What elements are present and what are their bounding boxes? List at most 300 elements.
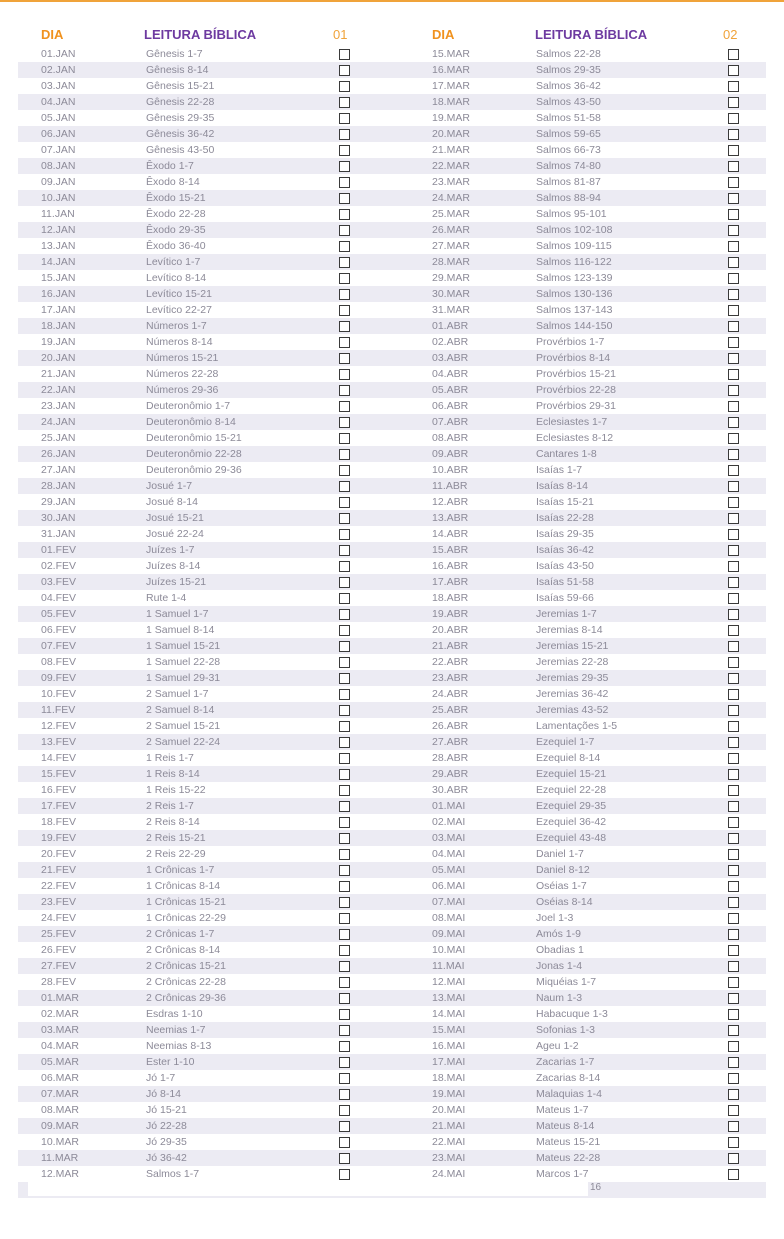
reading-checkbox[interactable] — [728, 833, 739, 844]
reading-checkbox[interactable] — [339, 737, 350, 748]
reading-checkbox[interactable] — [339, 1153, 350, 1164]
day-label: 04.MAI — [432, 848, 466, 860]
reading-row — [392, 1134, 784, 1150]
reading-row — [0, 670, 392, 686]
reading-checkbox[interactable] — [728, 465, 739, 476]
reading-checkbox[interactable] — [339, 513, 350, 524]
reading-checkbox[interactable] — [728, 641, 739, 652]
day-label: 16.MAI — [432, 1040, 466, 1052]
reading-checkbox[interactable] — [728, 785, 739, 796]
reading-label: Marcos 1-7 — [536, 1168, 589, 1180]
reading-label: Miquéias 1-7 — [536, 976, 597, 988]
reading-checkbox[interactable] — [339, 881, 350, 892]
reading-checkbox[interactable] — [728, 577, 739, 588]
reading-label: 1 Crônicas 1-7 — [146, 864, 215, 876]
reading-label: Levítico 8-14 — [146, 272, 207, 284]
reading-checkbox[interactable] — [728, 161, 739, 172]
reading-checkbox[interactable] — [339, 97, 350, 108]
reading-label: Isaías 22-28 — [536, 512, 594, 524]
day-label: 16.JAN — [41, 288, 76, 300]
reading-checkbox[interactable] — [728, 1169, 739, 1180]
reading-checkbox[interactable] — [339, 865, 350, 876]
reading-checkbox[interactable] — [339, 49, 350, 60]
reading-row — [392, 222, 784, 238]
header-column-number: 01 — [333, 27, 348, 42]
reading-row — [0, 574, 392, 590]
reading-checkbox[interactable] — [339, 385, 350, 396]
reading-row — [0, 238, 392, 254]
day-label: 09.JAN — [41, 176, 76, 188]
day-label: 05.MAR — [41, 1056, 79, 1068]
reading-label: Provérbios 29-31 — [536, 400, 616, 412]
reading-checkbox[interactable] — [339, 145, 350, 156]
reading-row — [392, 1118, 784, 1134]
day-label: 29.ABR — [432, 768, 469, 780]
reading-checkbox[interactable] — [728, 977, 739, 988]
reading-row — [392, 510, 784, 526]
reading-checkbox[interactable] — [339, 209, 350, 220]
reading-checkbox[interactable] — [339, 129, 350, 140]
day-label: 14.MAI — [432, 1008, 466, 1020]
reading-checkbox[interactable] — [728, 753, 739, 764]
day-label: 21.JAN — [41, 368, 76, 380]
reading-checkbox[interactable] — [728, 369, 739, 380]
reading-checkbox[interactable] — [728, 721, 739, 732]
reading-label: Gênesis 15-21 — [146, 80, 215, 92]
reading-checkbox[interactable] — [728, 1121, 739, 1132]
day-label: 04.FEV — [41, 592, 77, 604]
reading-row — [392, 894, 784, 910]
day-label: 31.MAR — [432, 304, 470, 316]
reading-checkbox[interactable] — [728, 1057, 739, 1068]
reading-checkbox[interactable] — [339, 1073, 350, 1084]
reading-label: Jeremias 1-7 — [536, 608, 597, 620]
reading-checkbox[interactable] — [728, 705, 739, 716]
reading-checkbox[interactable] — [728, 81, 739, 92]
reading-label: 1 Samuel 29-31 — [146, 672, 221, 684]
reading-row — [392, 238, 784, 254]
reading-checkbox[interactable] — [728, 817, 739, 828]
reading-row — [392, 446, 784, 462]
reading-checkbox[interactable] — [728, 193, 739, 204]
day-label: 13.MAI — [432, 992, 466, 1004]
reading-row — [0, 910, 392, 926]
reading-checkbox[interactable] — [728, 897, 739, 908]
reading-checkbox[interactable] — [728, 961, 739, 972]
reading-row — [392, 206, 784, 222]
reading-row — [0, 718, 392, 734]
day-label: 17.ABR — [432, 576, 469, 588]
reading-label: Isaías 29-35 — [536, 528, 594, 540]
reading-checkbox[interactable] — [339, 177, 350, 188]
reading-checkbox[interactable] — [728, 513, 739, 524]
reading-row — [392, 862, 784, 878]
reading-label: Deuteronômio 1-7 — [146, 400, 231, 412]
reading-row — [392, 126, 784, 142]
reading-checkbox[interactable] — [339, 609, 350, 620]
reading-checkbox[interactable] — [339, 833, 350, 844]
day-label: 06.MAR — [41, 1072, 79, 1084]
reading-row — [0, 398, 392, 414]
reading-label: Êxodo 22-28 — [146, 208, 206, 220]
reading-checkbox[interactable] — [728, 209, 739, 220]
reading-checkbox[interactable] — [728, 145, 739, 156]
day-label: 19.ABR — [432, 608, 469, 620]
day-label: 17.FEV — [41, 800, 77, 812]
reading-checkbox[interactable] — [339, 529, 350, 540]
reading-row — [0, 1038, 392, 1054]
reading-checkbox[interactable] — [339, 241, 350, 252]
reading-checkbox[interactable] — [728, 865, 739, 876]
day-label: 22.FEV — [41, 880, 77, 892]
reading-checkbox[interactable] — [339, 801, 350, 812]
reading-checkbox[interactable] — [339, 817, 350, 828]
reading-label: Jeremias 29-35 — [536, 672, 609, 684]
reading-checkbox[interactable] — [339, 705, 350, 716]
reading-checkbox[interactable] — [339, 353, 350, 364]
reading-row — [392, 606, 784, 622]
reading-label: Isaías 15-21 — [536, 496, 594, 508]
reading-checkbox[interactable] — [339, 641, 350, 652]
reading-checkbox[interactable] — [728, 849, 739, 860]
reading-checkbox[interactable] — [339, 1169, 350, 1180]
reading-checkbox[interactable] — [339, 1025, 350, 1036]
reading-checkbox[interactable] — [728, 401, 739, 412]
day-label: 11.MAI — [432, 960, 465, 972]
reading-row — [0, 78, 392, 94]
day-label: 09.MAI — [432, 928, 466, 940]
reading-label: Mateus 22-28 — [536, 1152, 601, 1164]
reading-checkbox[interactable] — [339, 369, 350, 380]
reading-checkbox[interactable] — [728, 433, 739, 444]
reading-checkbox[interactable] — [339, 1121, 350, 1132]
reading-row — [392, 878, 784, 894]
reading-checkbox[interactable] — [728, 1137, 739, 1148]
reading-checkbox[interactable] — [728, 609, 739, 620]
reading-checkbox[interactable] — [728, 273, 739, 284]
day-label: 11.JAN — [41, 208, 75, 220]
reading-checkbox[interactable] — [339, 1137, 350, 1148]
reading-label: Salmos 43-50 — [536, 96, 601, 108]
reading-checkbox[interactable] — [339, 625, 350, 636]
reading-checkbox[interactable] — [339, 193, 350, 204]
day-label: 12.MAI — [432, 976, 466, 988]
reading-label: Oséias 1-7 — [536, 880, 587, 892]
reading-checkbox[interactable] — [728, 1025, 739, 1036]
day-label: 15.MAI — [432, 1024, 466, 1036]
day-label: 06.JAN — [41, 128, 76, 140]
reading-label: Jeremias 43-52 — [536, 704, 609, 716]
day-label: 30.ABR — [432, 784, 469, 796]
reading-checkbox[interactable] — [728, 945, 739, 956]
day-label: 19.MAI — [432, 1088, 466, 1100]
reading-row — [0, 1086, 392, 1102]
reading-checkbox[interactable] — [728, 1089, 739, 1100]
reading-label: Números 15-21 — [146, 352, 219, 364]
reading-checkbox[interactable] — [339, 337, 350, 348]
reading-checkbox[interactable] — [728, 913, 739, 924]
reading-checkbox[interactable] — [339, 753, 350, 764]
reading-checkbox[interactable] — [339, 401, 350, 412]
reading-row — [392, 782, 784, 798]
reading-label: Eclesiastes 8-12 — [536, 432, 614, 444]
reading-row — [0, 366, 392, 382]
reading-checkbox[interactable] — [728, 561, 739, 572]
reading-checkbox[interactable] — [339, 929, 350, 940]
reading-checkbox[interactable] — [339, 849, 350, 860]
reading-row — [0, 846, 392, 862]
day-label: 01.ABR — [432, 320, 469, 332]
reading-checkbox[interactable] — [339, 913, 350, 924]
reading-checkbox[interactable] — [728, 689, 739, 700]
day-label: 04.JAN — [41, 96, 76, 108]
day-label: 07.FEV — [41, 640, 77, 652]
reading-checkbox[interactable] — [339, 273, 350, 284]
day-label: 22.MAR — [432, 160, 470, 172]
reading-checkbox[interactable] — [339, 65, 350, 76]
reading-label: Zacarias 8-14 — [536, 1072, 601, 1084]
reading-checkbox[interactable] — [339, 1009, 350, 1020]
reading-label: Salmos 51-58 — [536, 112, 601, 124]
reading-checkbox[interactable] — [339, 465, 350, 476]
reading-checkbox[interactable] — [728, 449, 739, 460]
reading-row — [0, 1166, 392, 1182]
reading-row — [392, 622, 784, 638]
reading-row — [0, 1022, 392, 1038]
reading-row — [0, 254, 392, 270]
reading-label: Gênesis 22-28 — [146, 96, 215, 108]
reading-checkbox[interactable] — [339, 417, 350, 428]
reading-checkbox[interactable] — [728, 337, 739, 348]
reading-row — [392, 574, 784, 590]
reading-checkbox[interactable] — [728, 177, 739, 188]
reading-label: Mateus 15-21 — [536, 1136, 601, 1148]
reading-row — [0, 526, 392, 542]
day-label: 21.FEV — [41, 864, 77, 876]
reading-row — [0, 862, 392, 878]
reading-checkbox[interactable] — [339, 769, 350, 780]
reading-row — [392, 766, 784, 782]
reading-label: 1 Samuel 1-7 — [146, 608, 209, 620]
reading-row — [392, 1006, 784, 1022]
day-label: 09.FEV — [41, 672, 77, 684]
reading-checkbox[interactable] — [728, 385, 739, 396]
day-label: 18.MAR — [432, 96, 470, 108]
reading-checkbox[interactable] — [728, 801, 739, 812]
day-label: 10.MAR — [41, 1136, 79, 1148]
reading-checkbox[interactable] — [339, 1089, 350, 1100]
top-border — [0, 0, 784, 2]
day-label: 01.MAR — [41, 992, 79, 1004]
reading-checkbox[interactable] — [339, 1057, 350, 1068]
reading-checkbox[interactable] — [339, 993, 350, 1004]
reading-checkbox[interactable] — [728, 321, 739, 332]
reading-checkbox[interactable] — [728, 1073, 739, 1084]
day-label: 24.JAN — [41, 416, 76, 428]
reading-checkbox[interactable] — [728, 1153, 739, 1164]
reading-label: Gênesis 29-35 — [146, 112, 215, 124]
reading-checkbox[interactable] — [728, 529, 739, 540]
reading-label: Provérbios 8-14 — [536, 352, 611, 364]
reading-row — [0, 702, 392, 718]
day-label: 06.MAI — [432, 880, 466, 892]
reading-label: Cantares 1-8 — [536, 448, 597, 460]
reading-label: 2 Crônicas 8-14 — [146, 944, 221, 956]
reading-checkbox[interactable] — [339, 945, 350, 956]
reading-checkbox[interactable] — [728, 673, 739, 684]
reading-checkbox[interactable] — [728, 993, 739, 1004]
reading-checkbox[interactable] — [339, 305, 350, 316]
reading-checkbox[interactable] — [339, 977, 350, 988]
reading-checkbox[interactable] — [728, 289, 739, 300]
reading-checkbox[interactable] — [339, 113, 350, 124]
reading-checkbox[interactable] — [728, 49, 739, 60]
reading-checkbox[interactable] — [728, 1041, 739, 1052]
reading-row — [392, 398, 784, 414]
reading-row — [0, 382, 392, 398]
reading-label: Salmos 102-108 — [536, 224, 613, 236]
reading-checkbox[interactable] — [728, 113, 739, 124]
reading-checkbox[interactable] — [728, 481, 739, 492]
reading-checkbox[interactable] — [728, 497, 739, 508]
day-label: 02.MAR — [41, 1008, 79, 1020]
reading-label: Jó 29-35 — [146, 1136, 187, 1148]
reading-checkbox[interactable] — [728, 353, 739, 364]
reading-checkbox[interactable] — [339, 721, 350, 732]
reading-checkbox[interactable] — [728, 129, 739, 140]
reading-row — [0, 622, 392, 638]
reading-label: Ezequiel 8-14 — [536, 752, 601, 764]
reading-row — [392, 254, 784, 270]
reading-checkbox[interactable] — [728, 657, 739, 668]
reading-checkbox[interactable] — [728, 545, 739, 556]
day-label: 17.JAN — [41, 304, 76, 316]
reading-checkbox[interactable] — [339, 257, 350, 268]
reading-checkbox[interactable] — [339, 785, 350, 796]
reading-label: 2 Reis 1-7 — [146, 800, 194, 812]
reading-label: Salmos 59-65 — [536, 128, 601, 140]
reading-checkbox[interactable] — [728, 1105, 739, 1116]
reading-row — [392, 318, 784, 334]
reading-checkbox[interactable] — [728, 241, 739, 252]
reading-checkbox[interactable] — [339, 449, 350, 460]
reading-checkbox[interactable] — [339, 657, 350, 668]
reading-row — [0, 46, 392, 62]
day-label: 02.FEV — [41, 560, 77, 572]
reading-checkbox[interactable] — [728, 1009, 739, 1020]
reading-label: 2 Samuel 1-7 — [146, 688, 209, 700]
reading-row — [0, 158, 392, 174]
reading-label: Juízes 8-14 — [146, 560, 201, 572]
reading-row — [392, 158, 784, 174]
reading-checkbox[interactable] — [339, 961, 350, 972]
reading-row — [0, 94, 392, 110]
reading-label: Salmos 36-42 — [536, 80, 601, 92]
reading-checkbox[interactable] — [339, 897, 350, 908]
day-label: 25.ABR — [432, 704, 469, 716]
reading-label: Salmos 81-87 — [536, 176, 601, 188]
reading-checkbox[interactable] — [728, 769, 739, 780]
day-label: 05.ABR — [432, 384, 469, 396]
reading-row — [0, 1006, 392, 1022]
reading-row — [0, 590, 392, 606]
reading-label: 1 Samuel 22-28 — [146, 656, 221, 668]
reading-checkbox[interactable] — [339, 689, 350, 700]
reading-row — [392, 798, 784, 814]
day-label: 23.ABR — [432, 672, 469, 684]
reading-row — [0, 110, 392, 126]
reading-list-left — [0, 46, 392, 1182]
reading-checkbox[interactable] — [339, 481, 350, 492]
reading-checkbox[interactable] — [339, 497, 350, 508]
reading-checkbox[interactable] — [339, 1041, 350, 1052]
reading-checkbox[interactable] — [339, 225, 350, 236]
reading-checkbox[interactable] — [339, 545, 350, 556]
reading-row — [392, 910, 784, 926]
reading-checkbox[interactable] — [728, 417, 739, 428]
day-label: 15.JAN — [41, 272, 76, 284]
reading-checkbox[interactable] — [339, 433, 350, 444]
day-label: 20.JAN — [41, 352, 76, 364]
reading-checkbox[interactable] — [339, 561, 350, 572]
reading-label: Daniel 8-12 — [536, 864, 590, 876]
reading-checkbox[interactable] — [728, 929, 739, 940]
reading-checkbox[interactable] — [339, 289, 350, 300]
reading-checkbox[interactable] — [728, 737, 739, 748]
reading-checkbox[interactable] — [728, 881, 739, 892]
reading-row — [0, 830, 392, 846]
reading-checkbox[interactable] — [339, 577, 350, 588]
reading-row — [0, 462, 392, 478]
day-label: 02.MAI — [432, 816, 466, 828]
reading-row — [0, 62, 392, 78]
day-label: 14.FEV — [41, 752, 77, 764]
reading-label: Ageu 1-2 — [536, 1040, 579, 1052]
reading-label: Jeremias 36-42 — [536, 688, 609, 700]
day-label: 15.MAR — [432, 48, 470, 60]
reading-checkbox[interactable] — [339, 161, 350, 172]
reading-checkbox[interactable] — [728, 65, 739, 76]
reading-checkbox[interactable] — [728, 625, 739, 636]
reading-row — [392, 286, 784, 302]
day-label: 22.MAI — [432, 1136, 466, 1148]
reading-label: Ezequiel 22-28 — [536, 784, 607, 796]
reading-checkbox[interactable] — [339, 593, 350, 604]
reading-label: 2 Crônicas 29-36 — [146, 992, 226, 1004]
reading-checkbox[interactable] — [339, 673, 350, 684]
reading-label: Levítico 15-21 — [146, 288, 212, 300]
reading-label: Jó 8-14 — [146, 1088, 182, 1100]
reading-checkbox[interactable] — [728, 305, 739, 316]
reading-checkbox[interactable] — [339, 1105, 350, 1116]
reading-row — [392, 542, 784, 558]
reading-row — [0, 926, 392, 942]
reading-checkbox[interactable] — [339, 321, 350, 332]
reading-row — [392, 1022, 784, 1038]
day-label: 19.MAR — [432, 112, 470, 124]
reading-checkbox[interactable] — [728, 225, 739, 236]
reading-row — [0, 318, 392, 334]
reading-label: Jó 36-42 — [146, 1152, 187, 1164]
reading-checkbox[interactable] — [728, 97, 739, 108]
reading-label: Salmos 109-115 — [536, 240, 612, 252]
reading-checkbox[interactable] — [339, 81, 350, 92]
reading-label: Salmos 95-101 — [536, 208, 607, 220]
day-label: 16.ABR — [432, 560, 469, 572]
reading-label: 2 Crônicas 15-21 — [146, 960, 226, 972]
reading-checkbox[interactable] — [728, 257, 739, 268]
reading-checkbox[interactable] — [728, 593, 739, 604]
